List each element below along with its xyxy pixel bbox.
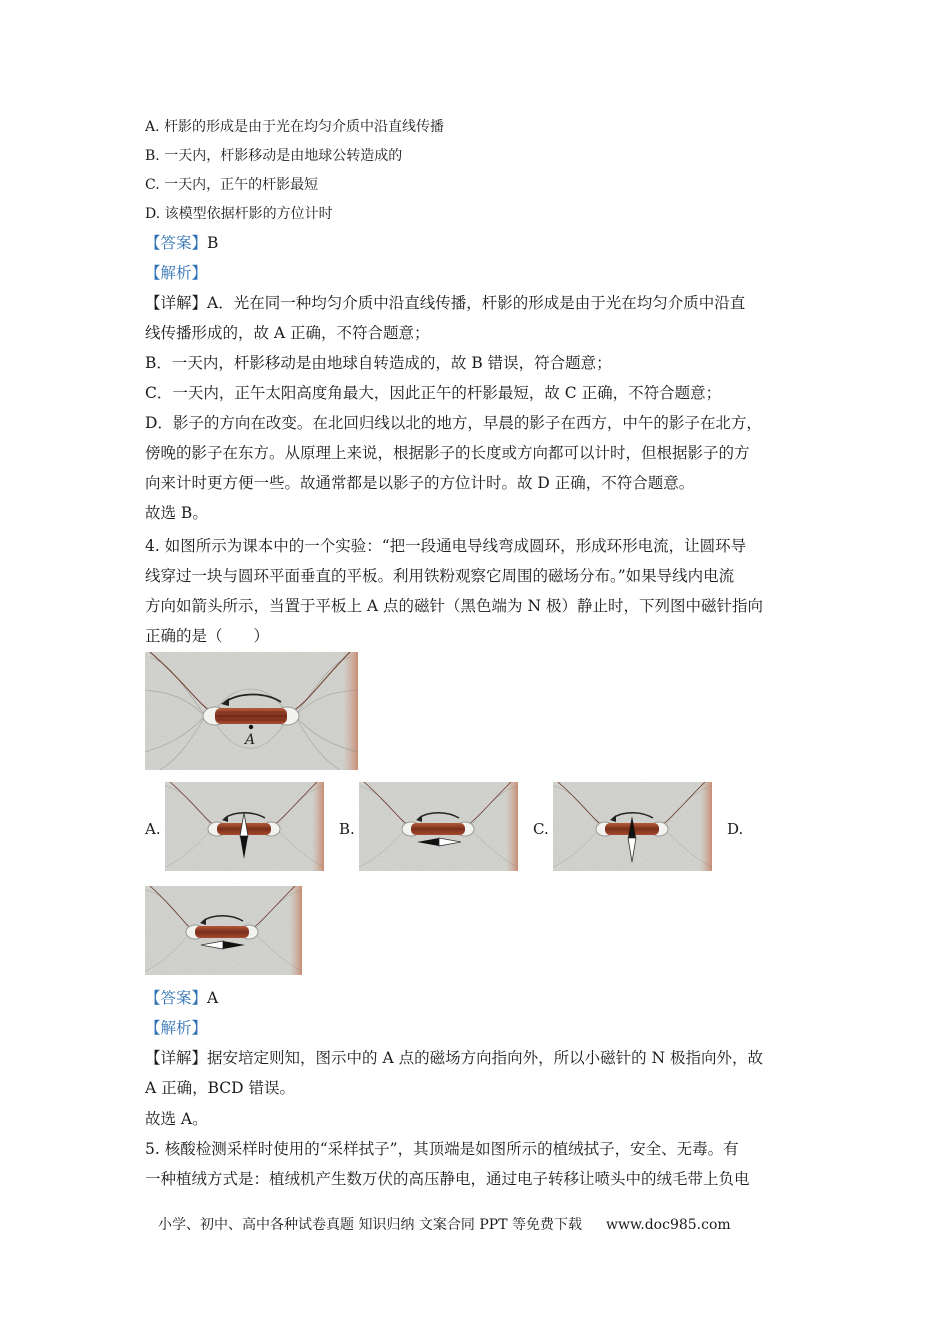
q4-main-figure: [145, 652, 358, 770]
q5-stem-line-2: 一种植绒方式是：植绒机产生数万伏的高压静电，通过电子转移让喷头中的绒毛带上负电: [145, 1170, 750, 1188]
detail-tag: 【详解】: [145, 1049, 208, 1067]
q3-analysis-tag: 【解析】: [145, 264, 208, 282]
q4-answer: [145, 986, 218, 1008]
q4-stem-line-4: 正确的是（ ）: [145, 627, 270, 645]
answer-value: A: [207, 989, 219, 1007]
q4-stem-line-2: 线穿过一块与圆环平面垂直的平板。利用铁粉观察它周围的磁场分布。”如果导线内电流: [145, 567, 735, 585]
q3-answer: [145, 231, 218, 253]
q4-option-a-label: A.: [145, 820, 161, 838]
q4-option-b-label: B.: [339, 820, 355, 838]
q4-detail-line-2: A 正确，BCD 错误。: [145, 1079, 296, 1097]
q4-option-a-figure: [165, 782, 324, 871]
answer-tag: 【答案】: [145, 989, 208, 1007]
footer-url-link[interactable]: www.doc985.com: [605, 1217, 731, 1233]
q3-detail-line-7: 向来计时更方便一些。故通常都是以影子的方位计时。故 D 正确，不符合题意。: [145, 474, 695, 492]
page-footer: [158, 1214, 731, 1234]
q3-detail-line-1: [145, 291, 745, 313]
point-a-dot: [249, 725, 253, 729]
q3-detail-line-3: B．一天内，杆影移动是由地球自转造成的，故 B 错误，符合题意；: [145, 354, 612, 372]
q3-option-d: D. 该模型依据杆影的方位计时: [145, 206, 333, 222]
q3-conclusion: 故选 B。: [145, 504, 208, 522]
q3-detail-line-2: 线传播形成的，故 A 正确，不符合题意；: [145, 324, 430, 342]
answer-tag: 【答案】: [145, 234, 208, 252]
q4-option-d-label: D.: [727, 820, 744, 838]
q4-option-c-label: C.: [533, 820, 549, 838]
footer-text: 小学、初中、高中各种试卷真题 知识归纳 文案合同 PPT 等免费下载: [158, 1217, 582, 1233]
detail-text: 据安培定则知，图示中的 A 点的磁场方向指向外，所以小磁针的 N 极指向外，故: [207, 1049, 763, 1067]
q4-analysis-tag: 【解析】: [145, 1019, 208, 1037]
q4-stem-line-3: 方向如箭头所示，当置于平板上 A 点的磁针（黑色端为 N 极）静止时，下列图中磁针指向: [145, 597, 763, 615]
q3-option-b: B. 一天内，杆影移动是由地球公转造成的: [145, 148, 403, 164]
point-a-label: A: [245, 732, 256, 748]
q4-detail-line-1: [145, 1046, 763, 1068]
detail-text: A．光在同一种均匀介质中沿直线传播，杆影的形成是由于光在均匀介质中沿直: [207, 294, 746, 312]
q5-stem-line-1: 5. 核酸检测采样时使用的“采样拭子”，其顶端是如图所示的植绒拭子，安全、无毒。有: [145, 1140, 739, 1158]
q3-detail-line-6: 傍晚的影子在东方。从原理上来说，根据影子的长度或方向都可以计时，但根据影子的方: [145, 444, 750, 462]
q3-detail-line-5: D．影子的方向在改变。在北回归线以北的地方，早晨的影子在西方，中午的影子在北方，: [145, 414, 762, 432]
q4-option-c-figure: [553, 782, 712, 871]
detail-tag: 【详解】: [145, 294, 208, 312]
q4-stem-line-1: 4. 如图所示为课本中的一个实验：“把一段通电导线弯成圆环，形成环形电流，让圆环导: [145, 537, 747, 555]
q3-option-c: C. 一天内，正午的杆影最短: [145, 177, 319, 193]
answer-value: B: [207, 234, 219, 252]
q3-detail-line-4: C．一天内，正午太阳高度角最大，因此正午的杆影最短，故 C 正确，不符合题意；: [145, 384, 722, 402]
q3-option-a: A. 杆影的形成是由于光在均匀介质中沿直线传播: [145, 119, 445, 135]
q4-option-b-figure: [359, 782, 518, 871]
q4-option-d-figure: [145, 886, 302, 975]
q4-conclusion: 故选 A。: [145, 1110, 208, 1128]
